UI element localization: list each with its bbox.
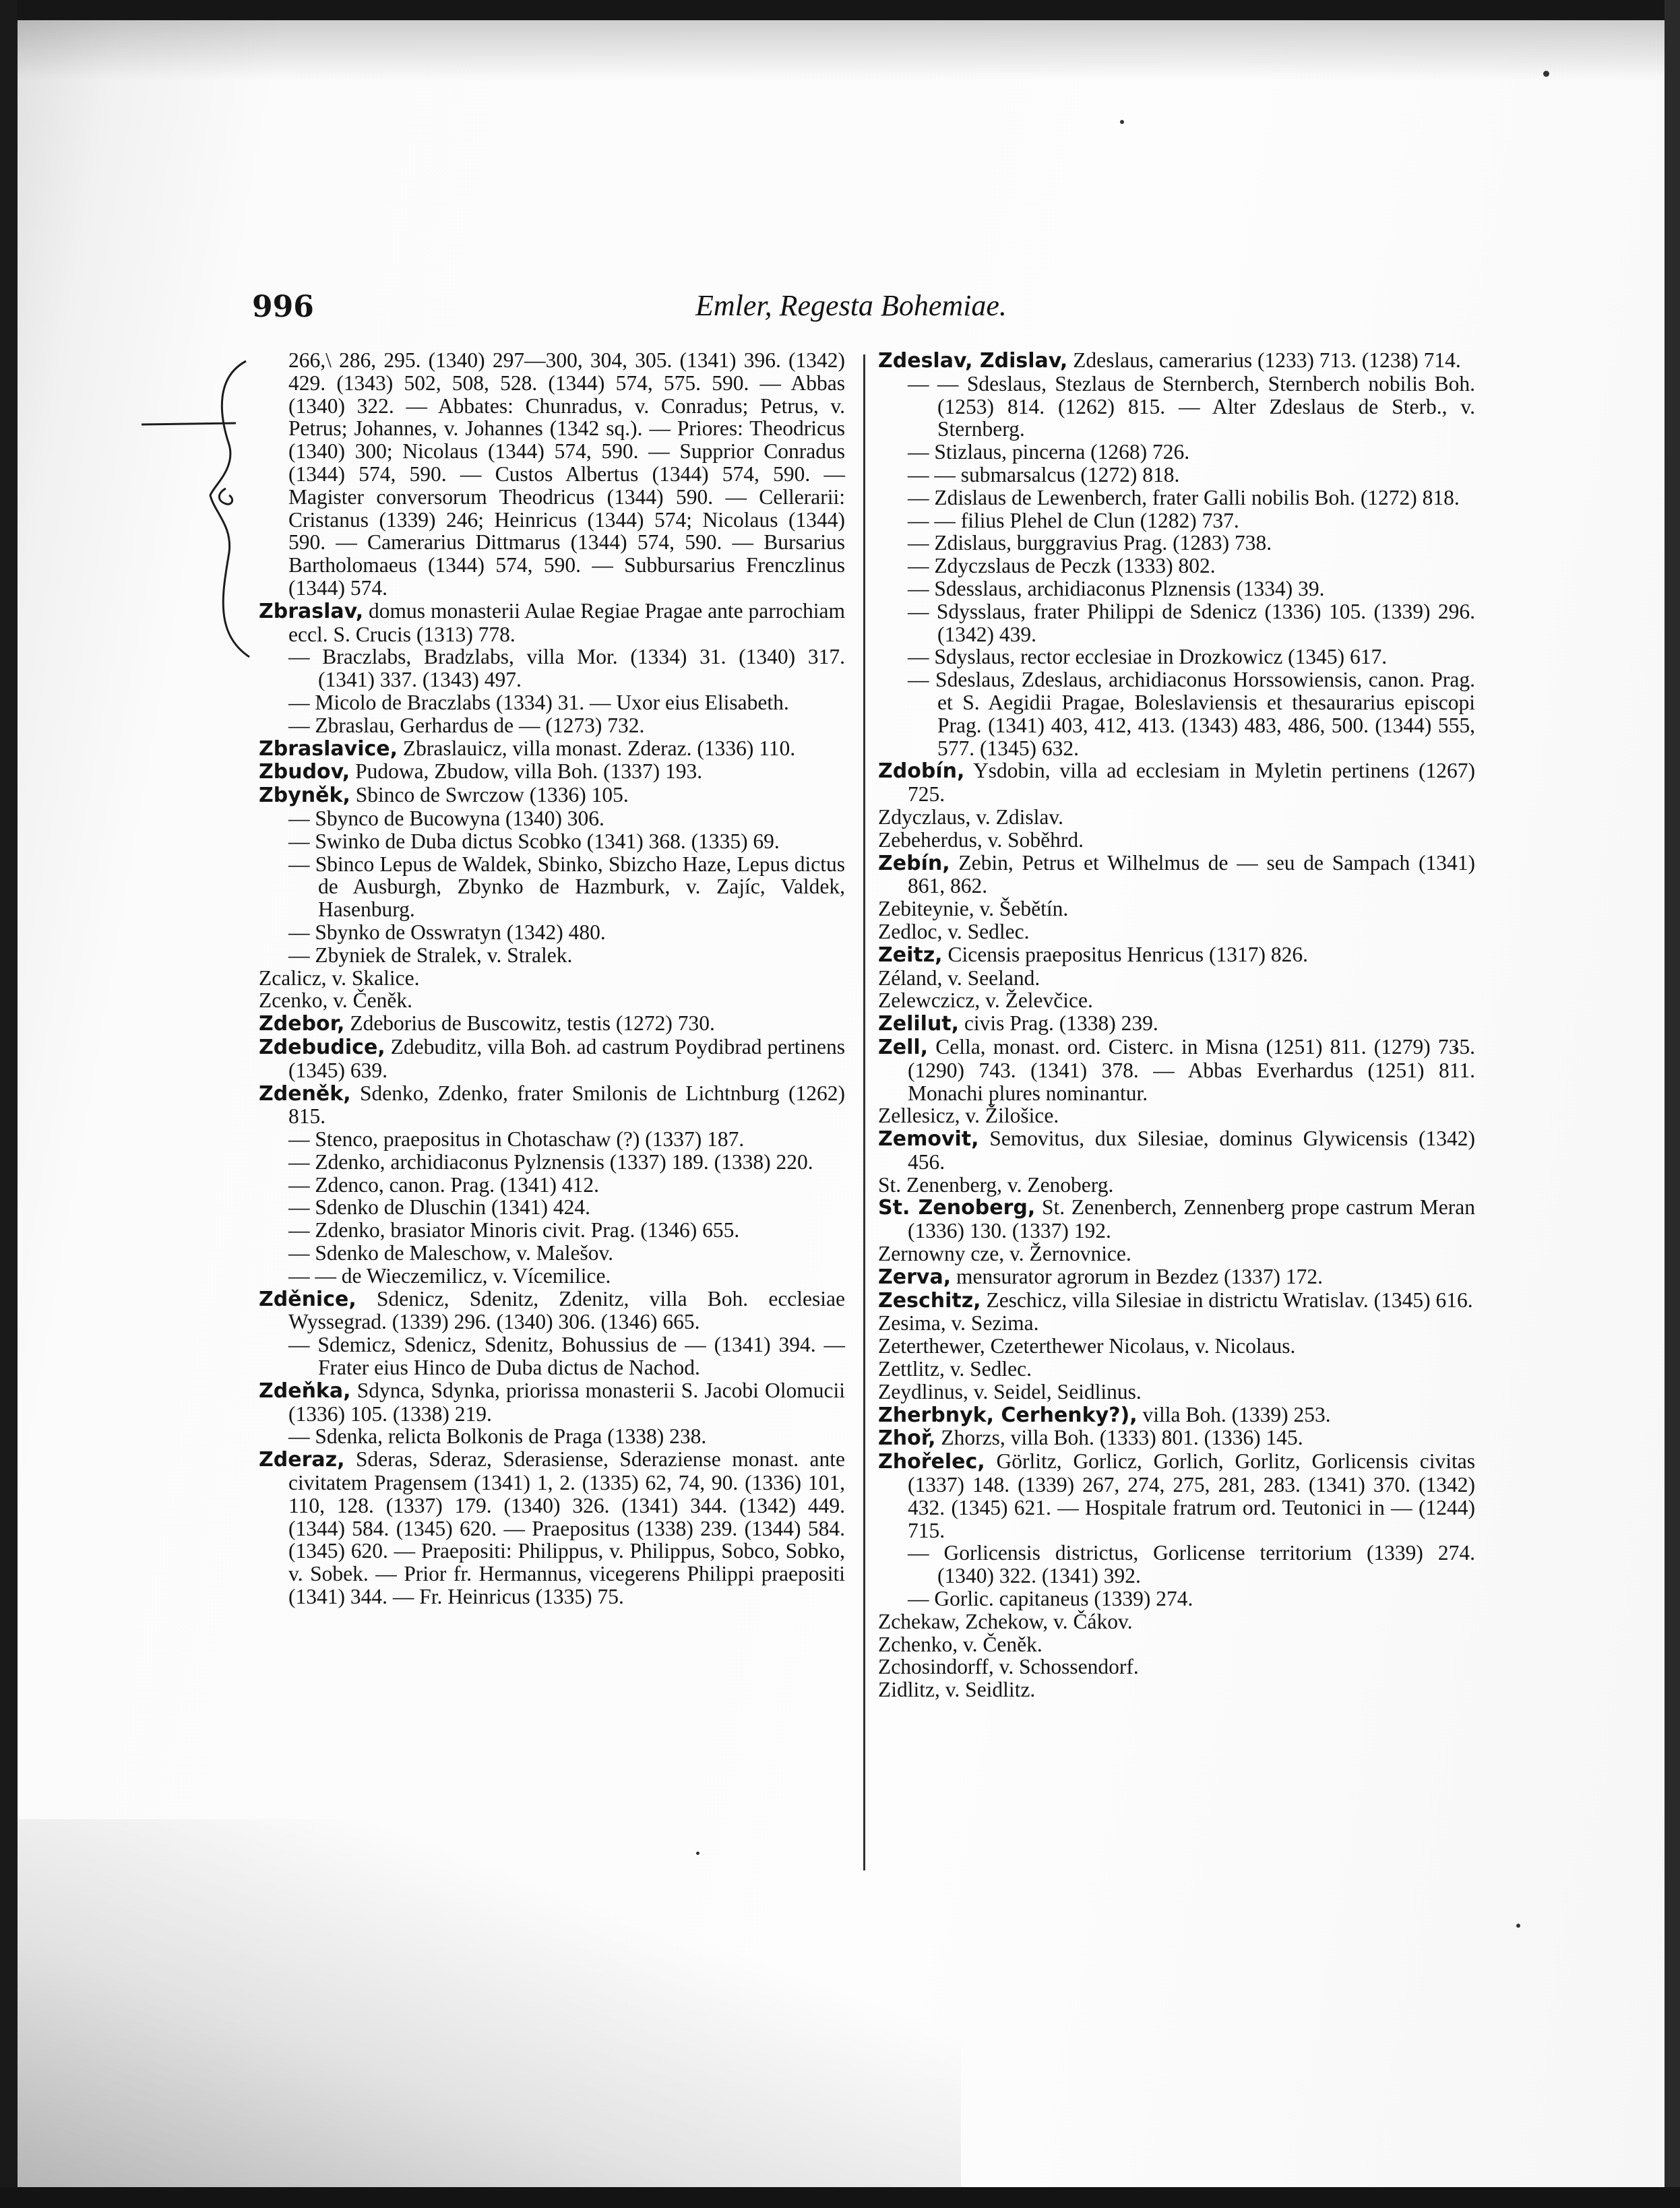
- index-entry: [878, 373, 1475, 441]
- index-entry: [878, 441, 1475, 464]
- index-entry: [878, 486, 1475, 509]
- index-entry-text: Sbinco de Swrczow (1336) 105.: [350, 783, 629, 807]
- index-entry: [259, 1242, 845, 1265]
- index-entry: [878, 1289, 1475, 1313]
- index-entry-text: — Gorlicensis districtus, Gorlicense territorium (1339) 274. (1340) 322. (1341) 392.: [908, 1541, 1475, 1588]
- index-headword: Zdebor,: [259, 1012, 345, 1036]
- index-entry-text: St. Zenenberch, Zennenberg prope castrum Meran (1336) 130. (1337) 192.: [908, 1195, 1475, 1243]
- index-entry-text: Zebin, Petrus et Wilhelmus de — seu de Sampach (1341) 861, 862.: [908, 850, 1475, 898]
- index-headword: Zdeňka,: [259, 1379, 351, 1403]
- index-entry: [878, 989, 1475, 1012]
- index-entry-text: Semovitus, dux Silesiae, dominus Glywicensis (1342) 456.: [908, 1127, 1475, 1174]
- index-entry: [259, 944, 845, 967]
- index-entry: [259, 853, 845, 921]
- index-entry-text: Cicensis praepositus Henricus (1317) 826.: [942, 942, 1308, 966]
- index-headword: Zeitz,: [878, 943, 943, 967]
- index-entry-text: — — filius Plehel de Clun (1282) 737.: [908, 508, 1239, 532]
- index-entry-text: 266,\ 286, 295. (1340) 297—300, 304, 305. (1341) 396. (1342) 429. (1343) 502, 508, 528. (1344) 574, 575. 590. — Abbas (1340) 322. — Abbates: Chunradus, v. Conradus; Petrus, v. Petrus; Johannes, v. Johannes (1342 sq.). — Priores: Theodricus (1340) 300; Nicolaus (1344) 574, 590. — Supprior Conradus (1344) 574, 590. — Custos Albertus (1344) 574, 590. — Magister conversorum Theodricus (1344) 590. — Cellerarii: Cristanus (1339) 246; Heinricus (1344) 574; Nicolaus (1344) 590. — Camerarius Dittmarus (1344) 574, 590. — Bursarius Bartholomaeus (1344) 574, 590. — Subbursarius Frenczlinus (1344) 574.: [288, 348, 845, 600]
- index-entry: [878, 1012, 1475, 1036]
- index-headword: Zdebudice,: [259, 1035, 385, 1059]
- index-headword: Zděnice,: [259, 1287, 356, 1311]
- index-entry: [878, 1358, 1475, 1381]
- scan-border-top: [0, 0, 1680, 20]
- index-entry: [878, 967, 1475, 990]
- index-entry-text: — Zdenko, archidiaconus Pylznensis (1337) 189. (1338) 220.: [288, 1149, 813, 1174]
- index-entry-text: Sdynca, Sdynka, priorissa monasterii S. Jacobi Olomucii (1336) 105. (1338) 219.: [288, 1378, 845, 1426]
- index-entry: [878, 668, 1475, 759]
- index-entry-text: — Zdenco, canon. Prag. (1341) 412.: [288, 1172, 600, 1197]
- index-entry: [259, 1448, 845, 1608]
- index-entry: [878, 852, 1475, 898]
- index-entry-text: — Zdislaus, burggravius Prag. (1283) 738.: [908, 531, 1272, 555]
- index-headword: Zherbnyk, Cerhenky?),: [878, 1403, 1138, 1427]
- index-entry-text: — Micolo de Braczlabs (1334) 31. — Uxor eius Elisabeth.: [288, 690, 789, 714]
- index-entry-text: — Zbraslau, Gerhardus de — (1273) 732.: [288, 713, 645, 737]
- index-entry: [259, 1151, 845, 1174]
- index-entry: [878, 532, 1475, 555]
- index-entry-text: — — Sdeslaus, Stezlaus de Sternberch, Sternberch nobilis Boh. (1253) 814. (1262) 815. — Alter Zdeslaus de Sterb., v. Sternberg.: [908, 371, 1475, 441]
- index-entry-text: Zchosindorff, v. Schossendorf.: [878, 1655, 1139, 1679]
- index-entry-text: Pudowa, Zbudow, villa Boh. (1337) 193.: [350, 759, 703, 784]
- page-number: 996: [252, 290, 314, 324]
- index-entry-text: Sdenicz, Sdenitz, Zdenitz, villa Boh. ecclesiae Wyssegrad. (1339) 296. (1340) 306. (1346) 665.: [288, 1286, 845, 1334]
- index-headword: Zelilut,: [878, 1012, 960, 1036]
- index-entry: [878, 349, 1475, 373]
- index-entry-text: — Sdenko de Dluschin (1341) 424.: [288, 1195, 590, 1220]
- scan-border-bottom: [0, 2187, 1680, 2208]
- index-entry: [259, 1425, 845, 1448]
- index-entry-text: Zedloc, v. Sedlec.: [878, 919, 1030, 943]
- index-entry: [878, 1265, 1475, 1289]
- index-entry-text: — Zdislaus de Lewenberch, frater Galli nobilis Boh. (1272) 818.: [908, 485, 1460, 509]
- index-entry-text: — Sbynco de Bucowyna (1340) 306.: [288, 806, 604, 830]
- index-headword: Zdeněk,: [259, 1081, 351, 1106]
- index-entry-text: — Sbynko de Osswratyn (1342) 480.: [288, 920, 606, 944]
- index-headword: Zdobín,: [878, 759, 965, 784]
- index-entry-text: Zdebuditz, villa Boh. ad castrum Poydibrad pertinens (1345) 639.: [288, 1034, 845, 1082]
- index-entry-text: Sdenko, Zdenko, frater Smilonis de Lichtnburg (1262) 815.: [288, 1081, 845, 1129]
- index-entry: [878, 1335, 1475, 1358]
- index-headword: Zell,: [878, 1035, 929, 1059]
- index-entry: [259, 1379, 845, 1426]
- index-headword: Zdeslav, Zdislav,: [878, 349, 1068, 373]
- index-entry-text: — Sdemicz, Sdenicz, Sdenitz, Bohussius de — (1341) 394. — Frater eius Hinco de Duba dictus de Nachod.: [288, 1333, 845, 1380]
- speck: [1120, 120, 1124, 124]
- index-entry-text: Zbraslauicz, villa monast. Zderaz. (1336) 110.: [398, 736, 796, 760]
- index-entry-text: — Braczlabs, Bradzlabs, villa Mor. (1334) 31. (1340) 317. (1341) 337. (1343) 497.: [288, 645, 845, 692]
- index-entry-text: — Zbyniek de Stralek, v. Stralek.: [288, 943, 573, 967]
- index-entry-text: — Zdyczslaus de Peczk (1333) 802.: [908, 554, 1216, 578]
- index-entry: [259, 1082, 845, 1129]
- index-entry: [878, 1196, 1475, 1242]
- index-entry: [259, 1174, 845, 1197]
- index-entry-text: Zeterthewer, Czeterthewer Nicolaus, v. Nicolaus.: [878, 1334, 1296, 1358]
- index-entry: [878, 1542, 1475, 1587]
- index-headword: St. Zenoberg,: [878, 1196, 1036, 1220]
- index-entry-text: villa Boh. (1339) 253.: [1137, 1402, 1331, 1426]
- index-entry-text: Zernowny cze, v. Žernovnice.: [878, 1242, 1131, 1266]
- index-entry-text: — Stenco, praepositus in Chotaschaw (?) (1337) 187.: [288, 1127, 745, 1152]
- index-headword: Zderaz,: [259, 1448, 345, 1472]
- index-entry: [878, 806, 1475, 829]
- index-entry: [259, 830, 845, 853]
- index-entry-text: Görlitz, Gorlicz, Gorlich, Gorlitz, Gorlicensis civitas (1337) 148. (1339) 267, 274, 275, 281, 283. (1341) 370. (1342) 432. (1345) 621. — Hospitale fratrum ord. Teutonici in — (1244) 715.: [908, 1449, 1475, 1542]
- index-entry: [259, 1219, 845, 1242]
- index-headword: Zemovit,: [878, 1127, 979, 1152]
- index-entry-text: Zchenko, v. Čeněk.: [878, 1632, 1043, 1656]
- index-entry-text: Zeydlinus, v. Seidel, Seidlinus.: [878, 1379, 1142, 1403]
- index-entry-text: — Sdyslaus, rector ecclesiae in Drozkowicz (1345) 617.: [908, 645, 1388, 669]
- index-entry-text: — Stizlaus, pincerna (1268) 726.: [908, 440, 1190, 464]
- index-entry: [259, 645, 845, 691]
- index-headword: Zerva,: [878, 1265, 952, 1289]
- index-entry: [878, 1403, 1475, 1427]
- index-entry-text: Zebiteynie, v. Šebětín.: [878, 897, 1069, 921]
- index-entry: [878, 645, 1475, 668]
- index-entry: [878, 1242, 1475, 1265]
- index-entry: [259, 967, 845, 990]
- index-entry: [878, 1381, 1475, 1403]
- index-entry-text: Zesima, v. Sezima.: [878, 1311, 1039, 1335]
- index-entry-text: civis Prag. (1338) 239.: [959, 1011, 1158, 1036]
- index-entry-text: mensurator agrorum in Bezdez (1337) 172.: [951, 1264, 1324, 1288]
- index-headword: Zebín,: [878, 851, 950, 875]
- index-entry: [878, 1426, 1475, 1450]
- index-entry-text: — Sdenka, relicta Bolkonis de Praga (1338) 238.: [288, 1424, 707, 1449]
- index-entry: [259, 784, 845, 807]
- index-entry: [878, 829, 1475, 852]
- index-entry: [259, 349, 845, 600]
- index-entry: [259, 760, 845, 784]
- scan-border-right: [1665, 0, 1680, 2208]
- index-headword: Zbraslav,: [259, 599, 364, 623]
- index-entry-text: Zidlitz, v. Seidlitz.: [878, 1678, 1036, 1702]
- index-entry: [259, 1012, 845, 1036]
- index-entry: [878, 1174, 1475, 1197]
- index-entry-text: Zelewczicz, v. Želevčice.: [878, 988, 1093, 1013]
- index-entry: [878, 509, 1475, 532]
- index-entry: [259, 691, 845, 714]
- index-entry: [878, 897, 1475, 920]
- index-entry: [878, 464, 1475, 486]
- index-entry-text: Zdeborius de Buscowitz, testis (1272) 730.: [344, 1011, 715, 1036]
- speck: [1543, 71, 1549, 77]
- index-entry: [259, 1288, 845, 1334]
- scan-shadow-top: [18, 20, 1665, 81]
- index-headword: Zhořelec,: [878, 1450, 985, 1474]
- index-entry: [259, 600, 845, 646]
- index-entry: [259, 807, 845, 830]
- index-entry: [878, 1587, 1475, 1610]
- index-entry: [878, 1312, 1475, 1335]
- index-entry: [878, 759, 1475, 806]
- speck: [696, 1852, 699, 1855]
- index-entry-text: — Sdenko de Maleschow, v. Malešov.: [288, 1241, 614, 1265]
- index-entry-text: — — de Wieczemilicz, v. Vícemilice.: [288, 1263, 611, 1288]
- index-entry-text: — — submarsalcus (1272) 818.: [908, 462, 1180, 486]
- index-entry: [259, 989, 845, 1012]
- index-entry: [878, 1036, 1475, 1104]
- brace-curl: [219, 488, 232, 504]
- scan-shadow-bottom: [18, 1819, 961, 2187]
- index-entry-text: Zchekaw, Zchekow, v. Čákov.: [878, 1609, 1133, 1633]
- index-entry: [878, 1655, 1475, 1678]
- index-entry: [259, 714, 845, 737]
- index-entry-text: Zebeherdus, v. Soběhrd.: [878, 827, 1084, 852]
- index-headword: Zhoř,: [878, 1426, 936, 1451]
- index-entry-text: — Gorlic. capitaneus (1339) 274.: [908, 1587, 1193, 1611]
- index-entry-text: Zéland, v. Seeland.: [878, 966, 1040, 990]
- brace-stroke: [210, 361, 249, 657]
- index-entry: [259, 1265, 845, 1288]
- index-entry-text: Zdyczlaus, v. Zdislav.: [878, 805, 1063, 829]
- index-entry-text: Zcenko, v. Čeněk.: [259, 988, 413, 1013]
- index-entry-text: — Zdenko, brasiator Minoris civit. Prag. (1346) 655.: [288, 1218, 740, 1242]
- index-entry-text: Zdeslaus, camerarius (1233) 713. (1238) 714.: [1067, 348, 1461, 372]
- index-headword: Zbudov,: [259, 760, 350, 784]
- index-entry: [259, 1036, 845, 1082]
- index-entry-text: — Sdeslaus, Zdeslaus, archidiaconus Horssowiensis, canon. Prag. et S. Aegidii Pragae, Boleslaviensis et thesaurarius episcopi Prag. (1341) 403, 412, 413. (1343) 483, 486, 500. (1344) 555, 577. (1345) 632.: [908, 668, 1475, 760]
- index-entry: [259, 1128, 845, 1151]
- index-entry-text: Zettlitz, v. Sedlec.: [878, 1357, 1032, 1381]
- index-entry-text: Ysdobin, villa ad ecclesiam in Myletin pertinens (1267) 725.: [908, 759, 1475, 807]
- index-entry: [259, 737, 845, 761]
- index-entry-text: Sderas, Sderaz, Sderasiense, Sderaziense monast. ante civitatem Pragensem (1341) 1, 2. (1335) 62, 74, 90. (1336) 101, 110, 128. (1337) 179. (1340) 326. (1341) 344. (1342) 449. (1344) 584. (1345) 620. — Praepositus (1338) 239. (1344) 584. (1345) 620. — Praepositi: Philippus, v. Philippus, Sobco, Sobko, v. Sobek. — Prior fr. Hermannus, vicegerens Philippi praepositi (1341) 344. — Fr. Heinricus (1335) 75.: [288, 1447, 845, 1609]
- index-entry: [878, 1610, 1475, 1633]
- index-entry-text: Zellesicz, v. Žilošice.: [878, 1104, 1059, 1128]
- index-entry: [259, 1333, 845, 1379]
- index-entry-text: Zeschicz, villa Silesiae in districtu Wratislav. (1345) 616.: [981, 1288, 1473, 1312]
- index-entry: [878, 1127, 1475, 1174]
- index-entry: [878, 943, 1475, 967]
- index-headword: Zbraslavice,: [259, 736, 398, 761]
- left-column: [259, 349, 845, 1608]
- column-divider: [863, 354, 865, 1870]
- index-entry: [259, 921, 845, 944]
- index-entry-text: Zhorzs, villa Boh. (1333) 801. (1336) 145.: [935, 1426, 1303, 1450]
- scan-border-left: [0, 0, 18, 2208]
- index-entry-text: — Sdysslaus, frater Philippi de Sdenicz (1336) 105. (1339) 296. (1342) 439.: [908, 599, 1475, 646]
- index-entry-text: domus monasterii Aulae Regiae Pragae ante parrochiam eccl. S. Crucis (1313) 778.: [288, 598, 845, 646]
- index-entry-text: Zcalicz, v. Skalice.: [259, 966, 420, 990]
- index-entry-text: St. Zenenberg, v. Zenoberg.: [878, 1172, 1114, 1197]
- margin-line: [142, 423, 236, 424]
- index-entry: [878, 1450, 1475, 1542]
- index-headword: Zeschitz,: [878, 1288, 981, 1313]
- running-title: Emler, Regesta Bohemiae.: [695, 289, 1007, 322]
- speck: [1516, 1924, 1520, 1928]
- index-entry: [878, 1678, 1475, 1701]
- index-headword: Zbyněk,: [259, 784, 350, 808]
- index-entry-text: — Sbinco Lepus de Waldek, Sbinko, Sbizcho Haze, Lepus dictus de Ausburgh, Zbynko de Hazmburk, v. Zajíc, Valdek, Hasenburg.: [288, 852, 845, 922]
- index-entry: [878, 920, 1475, 943]
- right-column: [878, 349, 1475, 1701]
- index-entry: [878, 600, 1475, 646]
- index-entry: [878, 577, 1475, 600]
- index-entry: [878, 1104, 1475, 1127]
- index-entry: [878, 555, 1475, 577]
- index-entry: [259, 1196, 845, 1219]
- index-entry-text: Cella, monast. ord. Cisterc. in Misna (1251) 811. (1279) 735. (1290) 743. (1341) 378. — Abbas Everhardus (1251) 811. Monachi plures nominantur.: [908, 1034, 1475, 1105]
- index-entry-text: — Swinko de Duba dictus Scobko (1341) 368. (1335) 69.: [288, 829, 780, 853]
- index-entry: [878, 1633, 1475, 1656]
- index-entry-text: — Sdesslaus, archidiaconus Plznensis (1334) 39.: [908, 576, 1325, 600]
